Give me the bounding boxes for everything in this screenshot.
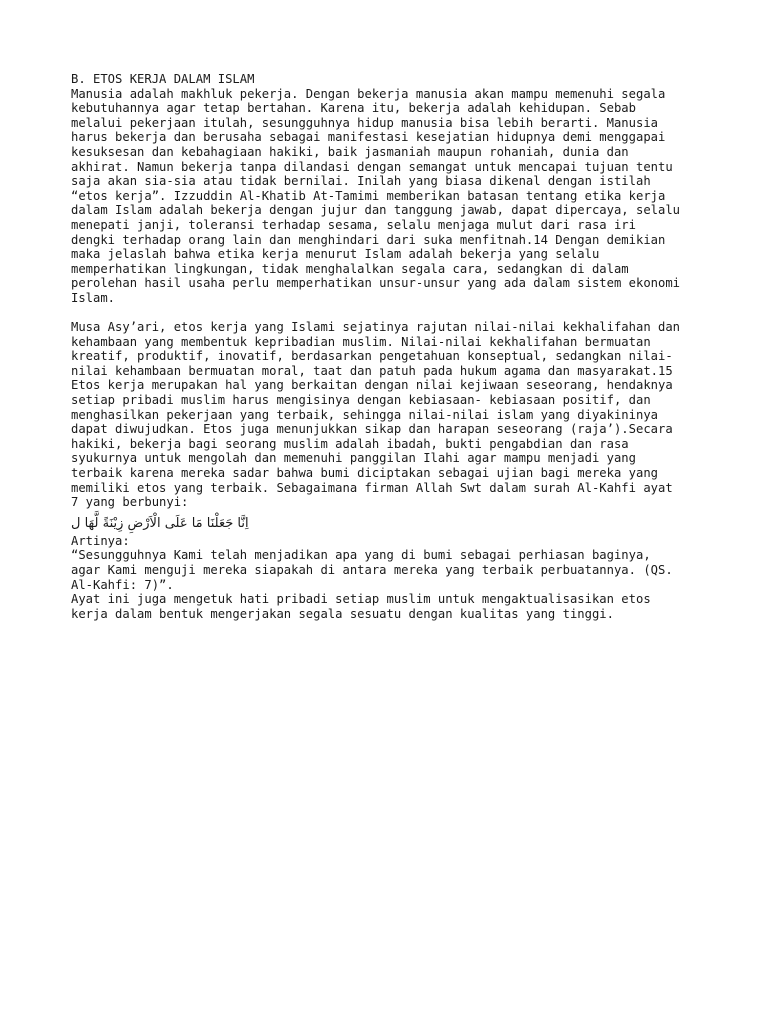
paragraph-line: hakiki, bekerja bagi seorang muslim adalah ibadah, bukti pengabdian dan rasa <box>71 436 629 451</box>
closing-line: Ayat ini juga mengetuk hati pribadi setiap muslim untuk mengaktualisasikan etos <box>71 592 651 607</box>
document-page <box>71 72 711 621</box>
artinya-label: Artinya: <box>71 533 130 548</box>
quran-verse-arabic: اِنَّا جَعَلْنَا مَا عَلَى الْاَرْضِ زِيْنَةً لَّهَا ل <box>71 515 249 531</box>
closing-paragraph <box>71 592 711 621</box>
paragraph-line: Islam. <box>71 290 116 305</box>
paragraph-line: dengki terhadap orang lain dan menghindari dari suka menfitnah.14 Dengan demikian <box>71 232 666 247</box>
paragraph-line: memiliki etos yang terbaik. Sebagaimana firman Allah Swt dalam surah Al-Kahfi ayat <box>71 480 673 495</box>
paragraph-line: kesuksesan dan kebahagiaan hakiki, baik jasmaniah maupun rohaniah, dunia dan <box>71 144 629 159</box>
closing-line: kerja dalam bentuk mengerjakan segala sesuatu dengan kualitas yang tinggi. <box>71 606 614 621</box>
paragraph-line: nilai kehambaan bermuatan moral, taat dan patuh pada hukum agama dan masyarakat.15 <box>71 363 673 378</box>
translation-line: Al-Kahfi: 7)”. <box>71 577 174 592</box>
verse-translation <box>71 548 711 592</box>
paragraph-line: 7 yang berbunyi: <box>71 495 189 510</box>
paragraph-line: terbaik karena mereka sadar bahwa bumi diciptakan sebagai ujian bagi mereka yang <box>71 466 658 481</box>
paragraph-line: menepati janji, toleransi terhadap sesama, selalu menjaga mulut dari rasa iri <box>71 217 636 232</box>
paragraph-line: “etos kerja”. Izzuddin Al-Khatib At-Tamimi memberikan batasan tentang etika kerja <box>71 188 666 203</box>
paragraph-line: kebutuhannya agar tetap bertahan. Karena itu, bekerja adalah kehidupan. Sebab <box>71 101 636 116</box>
paragraph-line: Etos kerja merupakan hal yang berkaitan dengan nilai kejiwaan seseorang, hendaknya <box>71 378 673 393</box>
paragraph-line: memperhatikan lingkungan, tidak menghalalkan segala cara, sedangkan di dalam <box>71 261 629 276</box>
translation-line: “Sesungguhnya Kami telah menjadikan apa yang di bumi sebagai perhiasan baginya, <box>71 548 651 563</box>
paragraph-line: dalam Islam adalah bekerja dengan jujur dan tanggung jawab, dapat dipercaya, selalu <box>71 203 681 218</box>
paragraph-1 <box>71 87 711 306</box>
paragraph-line: saja akan sia-sia atau tidak bernilai. Inilah yang biasa dikenal dengan istilah <box>71 174 651 189</box>
paragraph-line: setiap pribadi muslim harus mengisinya dengan kebiasaan- kebiasaan positif, dan <box>71 393 651 408</box>
paragraph-line: syukurnya untuk mengolah dan memenuhi panggilan Ilahi agar mampu menjadi yang <box>71 451 636 466</box>
paragraph-line: melalui pekerjaan itulah, sesungguhnya hidup manusia bisa lebih berarti. Manusia <box>71 115 658 130</box>
paragraph-line: kreatif, produktif, inovatif, berdasarkan pengetahuan konseptual, sedangkan nilai- <box>71 349 673 364</box>
paragraph-2 <box>71 320 711 510</box>
paragraph-line: maka jelaslah bahwa etika kerja menurut Islam adalah bekerja yang selalu <box>71 247 600 262</box>
paragraph-line: akhirat. Namun bekerja tanpa dilandasi dengan semangat untuk mencapai tujuan tentu <box>71 159 673 174</box>
section-heading: B. ETOS KERJA DALAM ISLAM <box>71 72 255 86</box>
paragraph-line: Musa Asy’ari, etos kerja yang Islami sejatinya rajutan nilai-nilai kekhalifahan dan <box>71 320 681 335</box>
paragraph-line: menghasilkan pekerjaan yang terbaik, sehingga nilai-nilai islam yang diyakininya <box>71 407 658 422</box>
paragraph-line: dapat diwujudkan. Etos juga menunjukkan sikap dan harapan seseorang (raja’).Secara <box>71 422 673 437</box>
paragraph-line: harus bekerja dan berusaha sebagai manifestasi kesejatian hidupnya demi menggapai <box>71 130 666 145</box>
paragraph-line: perolehan hasil usaha perlu memperhatikan unsur-unsur yang ada dalam sistem ekonomi <box>71 276 681 291</box>
paragraph-line: kehambaan yang membentuk kepribadian muslim. Nilai-nilai kekhalifahan bermuatan <box>71 334 651 349</box>
paragraph-spacer <box>71 306 711 321</box>
translation-line: agar Kami menguji mereka siapakah di antara mereka yang terbaik perbuatannya. (QS. <box>71 563 673 577</box>
paragraph-line: Manusia adalah makhluk pekerja. Dengan bekerja manusia akan mampu memenuhi segala <box>71 86 666 101</box>
